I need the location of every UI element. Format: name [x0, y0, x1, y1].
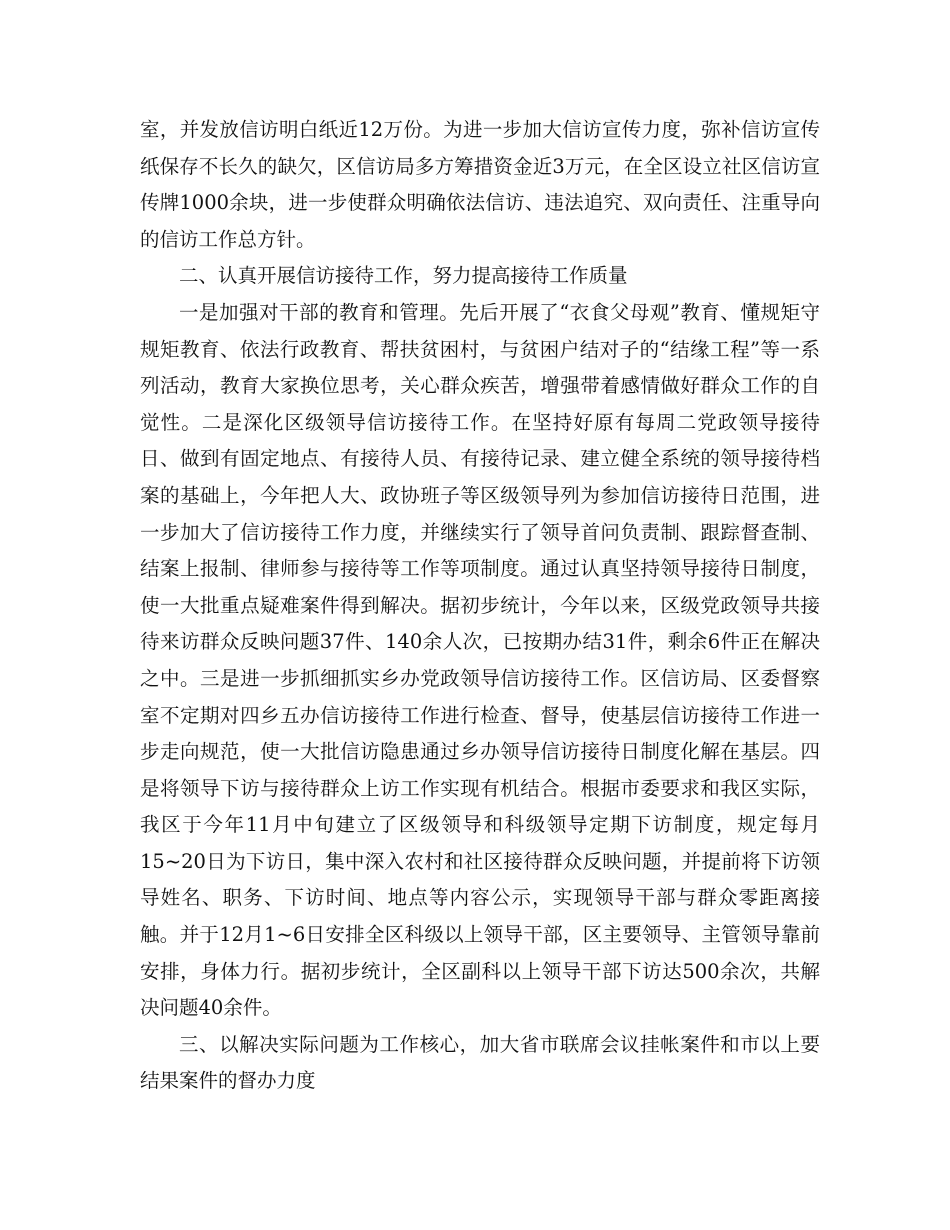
paragraph-continuation: 室，并发放信访明白纸近12万份。为进一步加大信访宣传力度，弥补信访宣传纸保存不长久的缺欠，区信访局多方筹措资金近3万元，在全区设立社区信访宣传牌1000余块，进一步使群众明确依法信访、违法追究、双向责任、注重导向的信访工作总方针。: [140, 118, 820, 251]
paragraph-body: 一是加强对干部的教育和管理。先后开展了“衣食父母观”教育、懂规矩守规矩教育、依法行政教育、帮扶贫困村，与贫困户结对子的“结缘工程”等一系列活动，教育大家换位思考，关心群众疾苦，增强带着感情做好群众工作的自觉性。二是深化区级领导信访接待工作。在坚持好原有每周二党政领导接待日、做到有固定地点、有接待人员、有接待记录、建立健全系统的领导接待档案的基础上，今年把人大、政协班子等区级领导列为参加信访接待日范围，进一步加大了信访接待工作力度，并继续实行了领导首问负责制、跟踪督查制、结案上报制、律师参与接待等工作等项制度。通过认真坚持领导接待日制度，使一大批重点疑难案件得到解决。据初步统计，今年以来，区级党政领导共接待来访群众反映问题37件、140余人次，已按期办结31件，剩余6件正在解决之中。三是进一步抓细抓实乡办党政领导信访接待工作。区信访局、区委督察室不定期对四乡五办信访接待工作进行检查、督导，使基层信访接待工作进一步走向规范，使一大批信访隐患通过乡办领导信访接待日制度化解在基层。四是将领导下访与接待群众上访工作实现有机结合。根据市委要求和我区实际，我区于今年11月中旬建立了区级领导和科级领导定期下访制度，规定每月15~20日为下访日，集中深入农村和社区接待群众反映问题，并提前将下访领导姓名、职务、下访时间、地点等内容公示，实现领导干部与群众零距离接触。并于12月1~6日安排全区科级以上领导干部，区主要领导、主管领导靠前安排，身体力行。据初步统计，全区副科以上领导干部下访达500余次，共解决问题40余件。: [140, 300, 820, 1020]
section-heading-2: 二、认真开展信访接待工作，努力提高接待工作质量: [179, 264, 628, 288]
document-body: [140, 112, 820, 1100]
section-heading-3: 三、以解决实际问题为工作核心，加大省市联席会议挂帐案件和市以上要结果案件的督办力度: [140, 1032, 820, 1093]
